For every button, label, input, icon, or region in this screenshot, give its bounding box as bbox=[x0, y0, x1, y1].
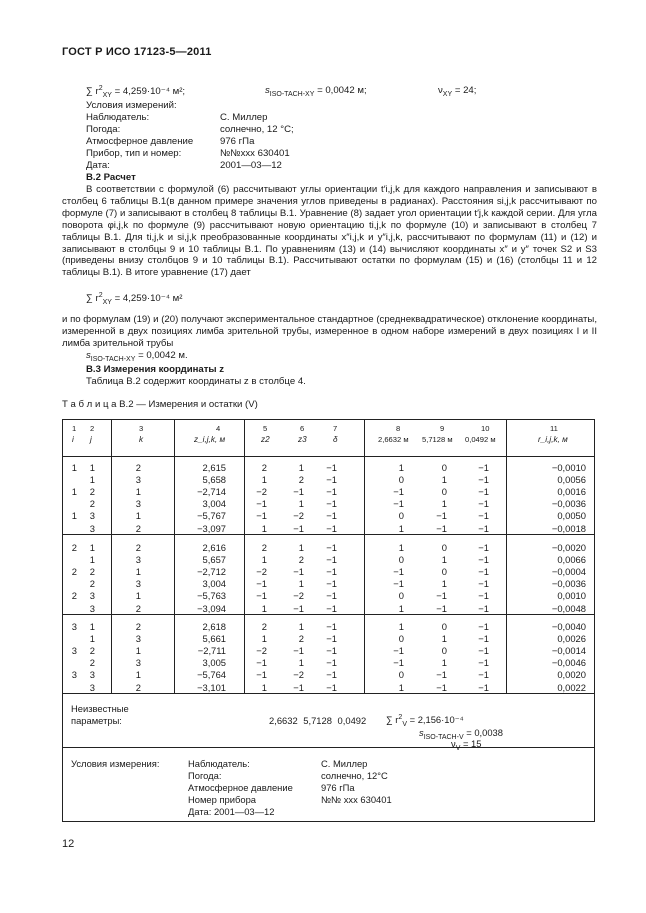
table-cell: −1 bbox=[393, 578, 404, 590]
table-cell: 0,0022 bbox=[557, 681, 586, 693]
table-row bbox=[63, 554, 594, 566]
table-cell: 2 bbox=[135, 462, 141, 473]
table-cell: −0,0020 bbox=[551, 542, 586, 553]
table-cell: 1 bbox=[89, 462, 95, 473]
condition-value: солнечно, 12 °С; bbox=[220, 124, 294, 135]
table-cell: 2 bbox=[71, 590, 77, 602]
table-cell: −1 bbox=[326, 462, 337, 473]
table-cell: 1 bbox=[441, 657, 447, 669]
table-cell: 1 bbox=[261, 522, 267, 534]
table-cell: 2 bbox=[71, 566, 77, 578]
table-cell: 1 bbox=[89, 474, 95, 486]
table-cell: 1 bbox=[135, 645, 141, 657]
table-cell: −1 bbox=[326, 522, 337, 534]
table-row bbox=[63, 542, 594, 554]
table-cell: −1 bbox=[478, 633, 489, 645]
table-cell: 3 bbox=[135, 633, 141, 645]
nu-symbol: ν bbox=[451, 738, 456, 749]
table-cell: −2 bbox=[256, 486, 267, 498]
sum-sub: V bbox=[402, 721, 407, 728]
sum-sup: 2 bbox=[98, 292, 103, 299]
table-cell: −1 bbox=[293, 602, 304, 614]
table-divider bbox=[63, 456, 594, 457]
table-cell: −1 bbox=[478, 498, 489, 510]
table-cell: 2 bbox=[89, 498, 95, 510]
section-b2-paragraph: В соответствии с формулой (6) рассчитывают углы ориентации t′i,j,k для каждого направления и записывают в столбец 6 таблицы В.1(в данном примере значения углов приведены в радианах). Расстояния si,j,k рассчитывают по формуле (7) и записывают в столбец 8 таблицы В.1. Уравнение (8) задает угол ориентации t′j,k каждой серии. Для угла поворота φi,j,k по формуле (9) рассчитывают новую ориентацию ti,j,k по формуле (10) и записывают в столбец 7 таблицы В.1. Для ti,j,k и si,j,k преобразованные координаты x″i,j,k и y″i,j,k, рассчитывают по формулам (11) и (12) и записывают в столбцы 9 и 10 таблицы В.1. По уравнениям (13) и (14) вычисляют координаты x″ и y″ точек S2 и S3 (приведены внизу столбцов 9 и 10 таблицы В.1). Рассчитывают остатки по формулам (15) и (16) (столбцы 11 и 12 таблицы В.1). В итоге уравнение (17) дает bbox=[62, 184, 597, 279]
condition-value: №№ ххх 630401 bbox=[321, 794, 392, 805]
col-label: 0,0492 м bbox=[465, 435, 496, 444]
table-row bbox=[63, 462, 594, 474]
table-cell: −2 bbox=[293, 590, 304, 602]
table-cell: 2 bbox=[135, 602, 141, 614]
table-cell: −1 bbox=[293, 566, 304, 578]
table-cell: −1 bbox=[436, 669, 447, 681]
table-cell: −1 bbox=[478, 657, 489, 669]
table-cell: −1 bbox=[436, 522, 447, 534]
col-label: i bbox=[72, 435, 74, 444]
table-cell: 0,0066 bbox=[557, 554, 586, 566]
col-label: j bbox=[90, 435, 92, 444]
table-cell: 1 bbox=[298, 657, 304, 669]
table-cell: −1 bbox=[436, 590, 447, 602]
table-cell: 1 bbox=[89, 554, 95, 566]
table-row bbox=[63, 621, 594, 633]
table-cell: 1 bbox=[135, 486, 141, 498]
table-cell: 0,0050 bbox=[557, 510, 586, 522]
col-number: 5 bbox=[263, 424, 268, 433]
table-cell: −0,0040 bbox=[551, 621, 586, 632]
table-cell: 1 bbox=[441, 633, 447, 645]
table-conditions-title: Условия измерения: bbox=[71, 758, 160, 769]
table-cell: −2 bbox=[293, 510, 304, 522]
table-cell: −2 bbox=[293, 669, 304, 681]
table-cell: −1 bbox=[478, 669, 489, 681]
table-cell: 1 bbox=[298, 621, 304, 632]
table-cell: −0,0004 bbox=[551, 566, 586, 578]
table-cell: 1 bbox=[398, 542, 404, 553]
table-cell: −1 bbox=[478, 462, 489, 473]
table-cell: 3 bbox=[135, 578, 141, 590]
table-cell: −0,0048 bbox=[551, 602, 586, 614]
table-cell: 1 bbox=[135, 566, 141, 578]
condition-value: солнечно, 12°С bbox=[321, 770, 388, 781]
table-cell: 1 bbox=[261, 554, 267, 566]
table-cell: 2 bbox=[261, 621, 267, 632]
table-cell: 3 bbox=[135, 474, 141, 486]
table-cell: −1 bbox=[478, 510, 489, 522]
table-cell: −2 bbox=[256, 566, 267, 578]
table-cell: 3 bbox=[71, 621, 77, 632]
table-cell: 0 bbox=[441, 621, 447, 632]
table-cell: 0,0016 bbox=[557, 486, 586, 498]
sum-sup: 2 bbox=[98, 85, 103, 92]
table-cell: 0 bbox=[441, 645, 447, 657]
table-cell: −1 bbox=[326, 566, 337, 578]
table-cell: −1 bbox=[393, 486, 404, 498]
table-cell: −1 bbox=[326, 669, 337, 681]
condition-label: Наблюдатель: bbox=[188, 758, 250, 769]
table-cell: −1 bbox=[478, 554, 489, 566]
table-cell: 2 bbox=[298, 554, 304, 566]
condition-label: Номер прибора bbox=[188, 794, 257, 805]
condition-value: 976 гПа bbox=[321, 782, 355, 793]
table-cell: 2 bbox=[89, 645, 95, 657]
table-cell: 1 bbox=[398, 621, 404, 632]
table-cell: −1 bbox=[478, 578, 489, 590]
table-cell: −5,767 bbox=[197, 510, 226, 522]
sum-value: = 2,156·10⁻⁴ bbox=[409, 714, 464, 726]
table-cell: 3 bbox=[89, 602, 95, 614]
table-cell: −1 bbox=[326, 474, 337, 486]
nu-formula bbox=[438, 85, 476, 98]
table-cell: 2 bbox=[89, 486, 95, 498]
table-cell: 3,004 bbox=[202, 498, 226, 510]
table-cell: −1 bbox=[436, 510, 447, 522]
table-cell: 1 bbox=[135, 510, 141, 522]
col-number: 8 bbox=[396, 424, 401, 433]
nu-sub: XY bbox=[442, 90, 453, 98]
s-symbol: s bbox=[265, 85, 270, 96]
page-number: 12 bbox=[62, 838, 75, 850]
table-row bbox=[63, 590, 594, 602]
unknowns-label-2: параметры: bbox=[71, 715, 122, 726]
table-cell: −0,0010 bbox=[551, 462, 586, 473]
condition-value: №№ххх 630401 bbox=[220, 148, 290, 159]
s-sub: ISO-TACH-XY bbox=[90, 355, 136, 363]
table-cell: −1 bbox=[478, 645, 489, 657]
col-number: 9 bbox=[440, 424, 445, 433]
sum-symbol: ∑ r bbox=[86, 293, 99, 305]
condition-label: Наблюдатель: bbox=[86, 112, 150, 123]
sum-xy-formula bbox=[86, 85, 185, 99]
table-cell: −1 bbox=[326, 681, 337, 693]
table-cell: −1 bbox=[478, 474, 489, 486]
col-number: 10 bbox=[481, 424, 490, 433]
sum-value: = 4,259·10⁻⁴ м² bbox=[114, 293, 183, 305]
table-cell: −0,0046 bbox=[551, 657, 586, 669]
section-b2-heading: В.2 Расчет bbox=[86, 172, 136, 183]
col-label: 5,7128 м bbox=[422, 435, 453, 444]
col-label: δ bbox=[333, 435, 338, 444]
table-cell: −1 bbox=[326, 554, 337, 566]
table-cell: 2 bbox=[135, 522, 141, 534]
table-cell: 0 bbox=[441, 542, 447, 553]
col-number: 3 bbox=[139, 424, 144, 433]
col-number: 4 bbox=[216, 424, 221, 433]
table-cell: 3 bbox=[89, 522, 95, 534]
table-cell: −1 bbox=[293, 645, 304, 657]
table-cell: −0,0014 bbox=[551, 645, 586, 657]
table-cell: −1 bbox=[326, 633, 337, 645]
table-cell: 2,615 bbox=[202, 462, 226, 473]
table-cell: −1 bbox=[478, 566, 489, 578]
table-cell: 0,0020 bbox=[557, 669, 586, 681]
table-row bbox=[63, 510, 594, 522]
s-value: = 0,0038 bbox=[466, 727, 503, 738]
sum-sub: XY bbox=[102, 92, 112, 100]
col-label: 2,6632 м bbox=[378, 435, 409, 444]
table-row bbox=[63, 669, 594, 681]
table-cell: 0 bbox=[441, 462, 447, 473]
nu-symbol: ν bbox=[438, 85, 443, 96]
section-b3-text: Таблица В.2 содержит координаты z в столбце 4. bbox=[86, 376, 306, 387]
col-number: 11 bbox=[550, 424, 558, 433]
table-cell: 2,618 bbox=[202, 621, 226, 632]
document-header: ГОСТ Р ИСО 17123-5—2011 bbox=[62, 46, 212, 58]
table-cell: −1 bbox=[326, 657, 337, 669]
table-cell: −1 bbox=[293, 486, 304, 498]
table-cell: 2 bbox=[298, 633, 304, 645]
table-divider bbox=[63, 747, 594, 748]
table-row bbox=[63, 645, 594, 657]
table-row bbox=[63, 682, 594, 694]
table-row bbox=[63, 566, 594, 578]
table-cell: −1 bbox=[256, 590, 267, 602]
condition-value: С. Миллер bbox=[220, 112, 268, 123]
table-cell: −2,712 bbox=[197, 566, 226, 578]
table-cell: 1 bbox=[441, 474, 447, 486]
table-cell: 2 bbox=[261, 462, 267, 473]
table-cell: −5,763 bbox=[197, 590, 226, 602]
conditions-title: Условия измерений: bbox=[86, 100, 177, 111]
table-cell: 2,616 bbox=[202, 542, 226, 553]
table-cell: −1 bbox=[393, 498, 404, 510]
condition-label: Погода: bbox=[188, 770, 222, 781]
table-cell: −1 bbox=[393, 645, 404, 657]
table-cell: 1 bbox=[441, 578, 447, 590]
table-caption: Т а б л и ц а В.2 — Измерения и остатки (V) bbox=[62, 399, 258, 410]
conditions-list bbox=[0, 112, 646, 172]
section-b2-paragraph-2: и по формулам (19) и (20) получают экспериментальное стандартное (среднеквадратическое) отклонение координаты, измеренной в двух позициях лимба зрительной трубы, измеренное в одном наборе измерений в двух позициях I и II лимба зрительной трубы bbox=[62, 314, 597, 349]
table-cell: 0 bbox=[398, 669, 404, 681]
table-cell: −1 bbox=[326, 578, 337, 590]
table-cell: 1 bbox=[135, 669, 141, 681]
table-cell: −5,764 bbox=[197, 669, 226, 681]
table-row bbox=[63, 603, 594, 615]
table-cell: 5,661 bbox=[202, 633, 226, 645]
s-iso-formula-2 bbox=[86, 350, 188, 363]
nu-sub: V bbox=[455, 744, 461, 752]
table-cell: 1 bbox=[261, 681, 267, 693]
table-cell: 0 bbox=[398, 633, 404, 645]
table-cell: −1 bbox=[436, 602, 447, 614]
table-cell: 1 bbox=[89, 621, 95, 632]
table-cell: 1 bbox=[71, 486, 77, 498]
table-cell: 3 bbox=[71, 669, 77, 681]
table-cell: 3 bbox=[135, 498, 141, 510]
condition-label: Атмосферное давление bbox=[86, 136, 194, 147]
table-cell: 1 bbox=[398, 602, 404, 614]
condition-value: 2001—03—12 bbox=[220, 160, 282, 171]
table-cell: −1 bbox=[326, 590, 337, 602]
sum-sup: 2 bbox=[398, 714, 403, 721]
s-iso-formula bbox=[265, 85, 367, 98]
condition-label: Атмосферное давление bbox=[188, 782, 293, 793]
table-cell: −1 bbox=[478, 522, 489, 534]
table-cell: −1 bbox=[326, 602, 337, 614]
table-cell: 2 bbox=[89, 657, 95, 669]
table-cell: 3 bbox=[89, 681, 95, 693]
condition-label: Дата: 2001—03—12 bbox=[188, 806, 275, 817]
s-symbol: s bbox=[419, 727, 424, 738]
table-cell: −1 bbox=[326, 542, 337, 553]
table-cell: 1 bbox=[261, 633, 267, 645]
measurements-table bbox=[62, 419, 595, 822]
table-cell: 0 bbox=[398, 554, 404, 566]
table-cell: 1 bbox=[398, 462, 404, 473]
condition-value: С. Миллер bbox=[321, 758, 368, 769]
table-cell: 3 bbox=[89, 510, 95, 522]
col-label: r_i,j,k, м bbox=[538, 435, 568, 444]
col-label: k bbox=[139, 435, 144, 444]
sum-symbol: ∑ r bbox=[386, 714, 399, 726]
table-cell: 0 bbox=[441, 566, 447, 578]
col-label: z2 bbox=[261, 435, 270, 444]
s-sub: ISO-TACH-XY bbox=[269, 90, 315, 98]
table-cell: −1 bbox=[478, 590, 489, 602]
table-cell: 5,657 bbox=[202, 554, 226, 566]
nu-value: = 15 bbox=[462, 738, 482, 749]
condition-value: 976 гПа bbox=[220, 136, 255, 147]
s-value: = 0,0042 м. bbox=[138, 350, 188, 361]
table-cell: −1 bbox=[326, 621, 337, 632]
table-cell: −0,0018 bbox=[551, 522, 586, 534]
table-row bbox=[63, 657, 594, 669]
table-cell: 1 bbox=[89, 542, 95, 553]
table-cell: 5,658 bbox=[202, 474, 226, 486]
table-cell: −1 bbox=[326, 645, 337, 657]
table-cell: 0,0010 bbox=[557, 590, 586, 602]
table-cell: −1 bbox=[478, 602, 489, 614]
table-cell: 1 bbox=[71, 510, 77, 522]
table-row bbox=[63, 486, 594, 498]
table-cell: 1 bbox=[398, 522, 404, 534]
table-cell: 1 bbox=[261, 474, 267, 486]
table-cell: −2,711 bbox=[197, 645, 226, 657]
sum-symbol: ∑ r bbox=[86, 86, 99, 98]
table-cell: −3,094 bbox=[197, 602, 226, 614]
condition-label: Дата: bbox=[86, 160, 110, 171]
table-cell: −1 bbox=[256, 669, 267, 681]
table-row bbox=[63, 498, 594, 510]
table-cell: 3 bbox=[135, 657, 141, 669]
table-cell: −0,0036 bbox=[551, 578, 586, 590]
table-cell: 0,0056 bbox=[557, 474, 586, 486]
table-cell: 1 bbox=[441, 554, 447, 566]
table-cell: 1 bbox=[398, 681, 404, 693]
table-cell: −1 bbox=[478, 681, 489, 693]
sum-sub: XY bbox=[102, 299, 112, 307]
condition-label: Прибор, тип и номер: bbox=[86, 148, 182, 159]
table-row bbox=[63, 633, 594, 645]
col-number: 1 bbox=[72, 424, 77, 433]
table-cell: 1 bbox=[298, 542, 304, 553]
col-label: z_i,j,k, м bbox=[194, 435, 226, 444]
sum-xy-formula-2 bbox=[86, 292, 182, 306]
col-label: z3 bbox=[298, 435, 307, 444]
table-row bbox=[63, 578, 594, 590]
s-symbol: s bbox=[86, 350, 91, 361]
table-cell: −1 bbox=[256, 510, 267, 522]
table-cell: 2 bbox=[135, 621, 141, 632]
table-cell: −1 bbox=[393, 566, 404, 578]
table-cell: −2 bbox=[256, 645, 267, 657]
table-cell: −1 bbox=[256, 578, 267, 590]
table-cell: −1 bbox=[478, 621, 489, 632]
col-number: 6 bbox=[300, 424, 305, 433]
table-cell: 1 bbox=[261, 602, 267, 614]
unknowns-values: 2,6632 5,7128 0,0492 bbox=[269, 715, 367, 726]
table-cell: 1 bbox=[441, 498, 447, 510]
table-cell: −1 bbox=[478, 486, 489, 498]
table-cell: 1 bbox=[298, 498, 304, 510]
table-cell: −2,714 bbox=[197, 486, 226, 498]
table-cell: −1 bbox=[326, 486, 337, 498]
sum-v-formula bbox=[386, 714, 464, 728]
table-cell: 1 bbox=[298, 462, 304, 473]
sum-value: = 4,259·10⁻⁴ м²; bbox=[114, 86, 186, 98]
table-cell: 1 bbox=[298, 578, 304, 590]
table-cell: 2 bbox=[89, 566, 95, 578]
unknowns-label: Неизвестные bbox=[71, 703, 129, 714]
table-cell: 0 bbox=[398, 474, 404, 486]
table-cell: 3 bbox=[89, 590, 95, 602]
table-cell: 3,005 bbox=[202, 657, 226, 669]
table-cell: −1 bbox=[293, 522, 304, 534]
table-cell: 3,004 bbox=[202, 578, 226, 590]
table-cell: 3 bbox=[89, 669, 95, 681]
table-cell: 2 bbox=[71, 542, 77, 553]
table-cell: 2 bbox=[89, 578, 95, 590]
section-b3-heading: В.3 Измерения координаты z bbox=[86, 364, 225, 375]
table-cell: −3,097 bbox=[197, 522, 226, 534]
table-cell: −1 bbox=[393, 657, 404, 669]
table-cell: 0 bbox=[398, 590, 404, 602]
table-cell: 1 bbox=[89, 633, 95, 645]
s-value: = 0,0042 м; bbox=[317, 85, 367, 96]
table-cell: 2 bbox=[261, 542, 267, 553]
table-cell: 0 bbox=[398, 510, 404, 522]
table-cell: 0 bbox=[441, 486, 447, 498]
table-cell: 3 bbox=[71, 645, 77, 657]
nu-value: = 24; bbox=[454, 85, 477, 96]
table-cell: 2 bbox=[298, 474, 304, 486]
condition-label: Погода: bbox=[86, 124, 121, 135]
table-cell: 2 bbox=[135, 542, 141, 553]
table-cell: 2 bbox=[135, 681, 141, 693]
table-cell: −1 bbox=[326, 498, 337, 510]
table-cell: −1 bbox=[256, 498, 267, 510]
table-cell: −3,101 bbox=[197, 681, 226, 693]
nu-v-formula bbox=[451, 738, 481, 752]
table-cell: −1 bbox=[326, 510, 337, 522]
table-cell: 3 bbox=[135, 554, 141, 566]
table-cell: −0,0036 bbox=[551, 498, 586, 510]
table-cell: 1 bbox=[71, 462, 77, 473]
table-cell: −1 bbox=[293, 681, 304, 693]
table-cell: −1 bbox=[478, 542, 489, 553]
table-cell: 1 bbox=[135, 590, 141, 602]
table-cell: 0,0026 bbox=[557, 633, 586, 645]
table-cell: −1 bbox=[256, 657, 267, 669]
table-cell: −1 bbox=[436, 681, 447, 693]
table-row bbox=[63, 523, 594, 535]
col-number: 7 bbox=[333, 424, 338, 433]
s-sub: ISO-TACH-V bbox=[423, 733, 464, 741]
col-number: 2 bbox=[90, 424, 95, 433]
table-row bbox=[63, 474, 594, 486]
